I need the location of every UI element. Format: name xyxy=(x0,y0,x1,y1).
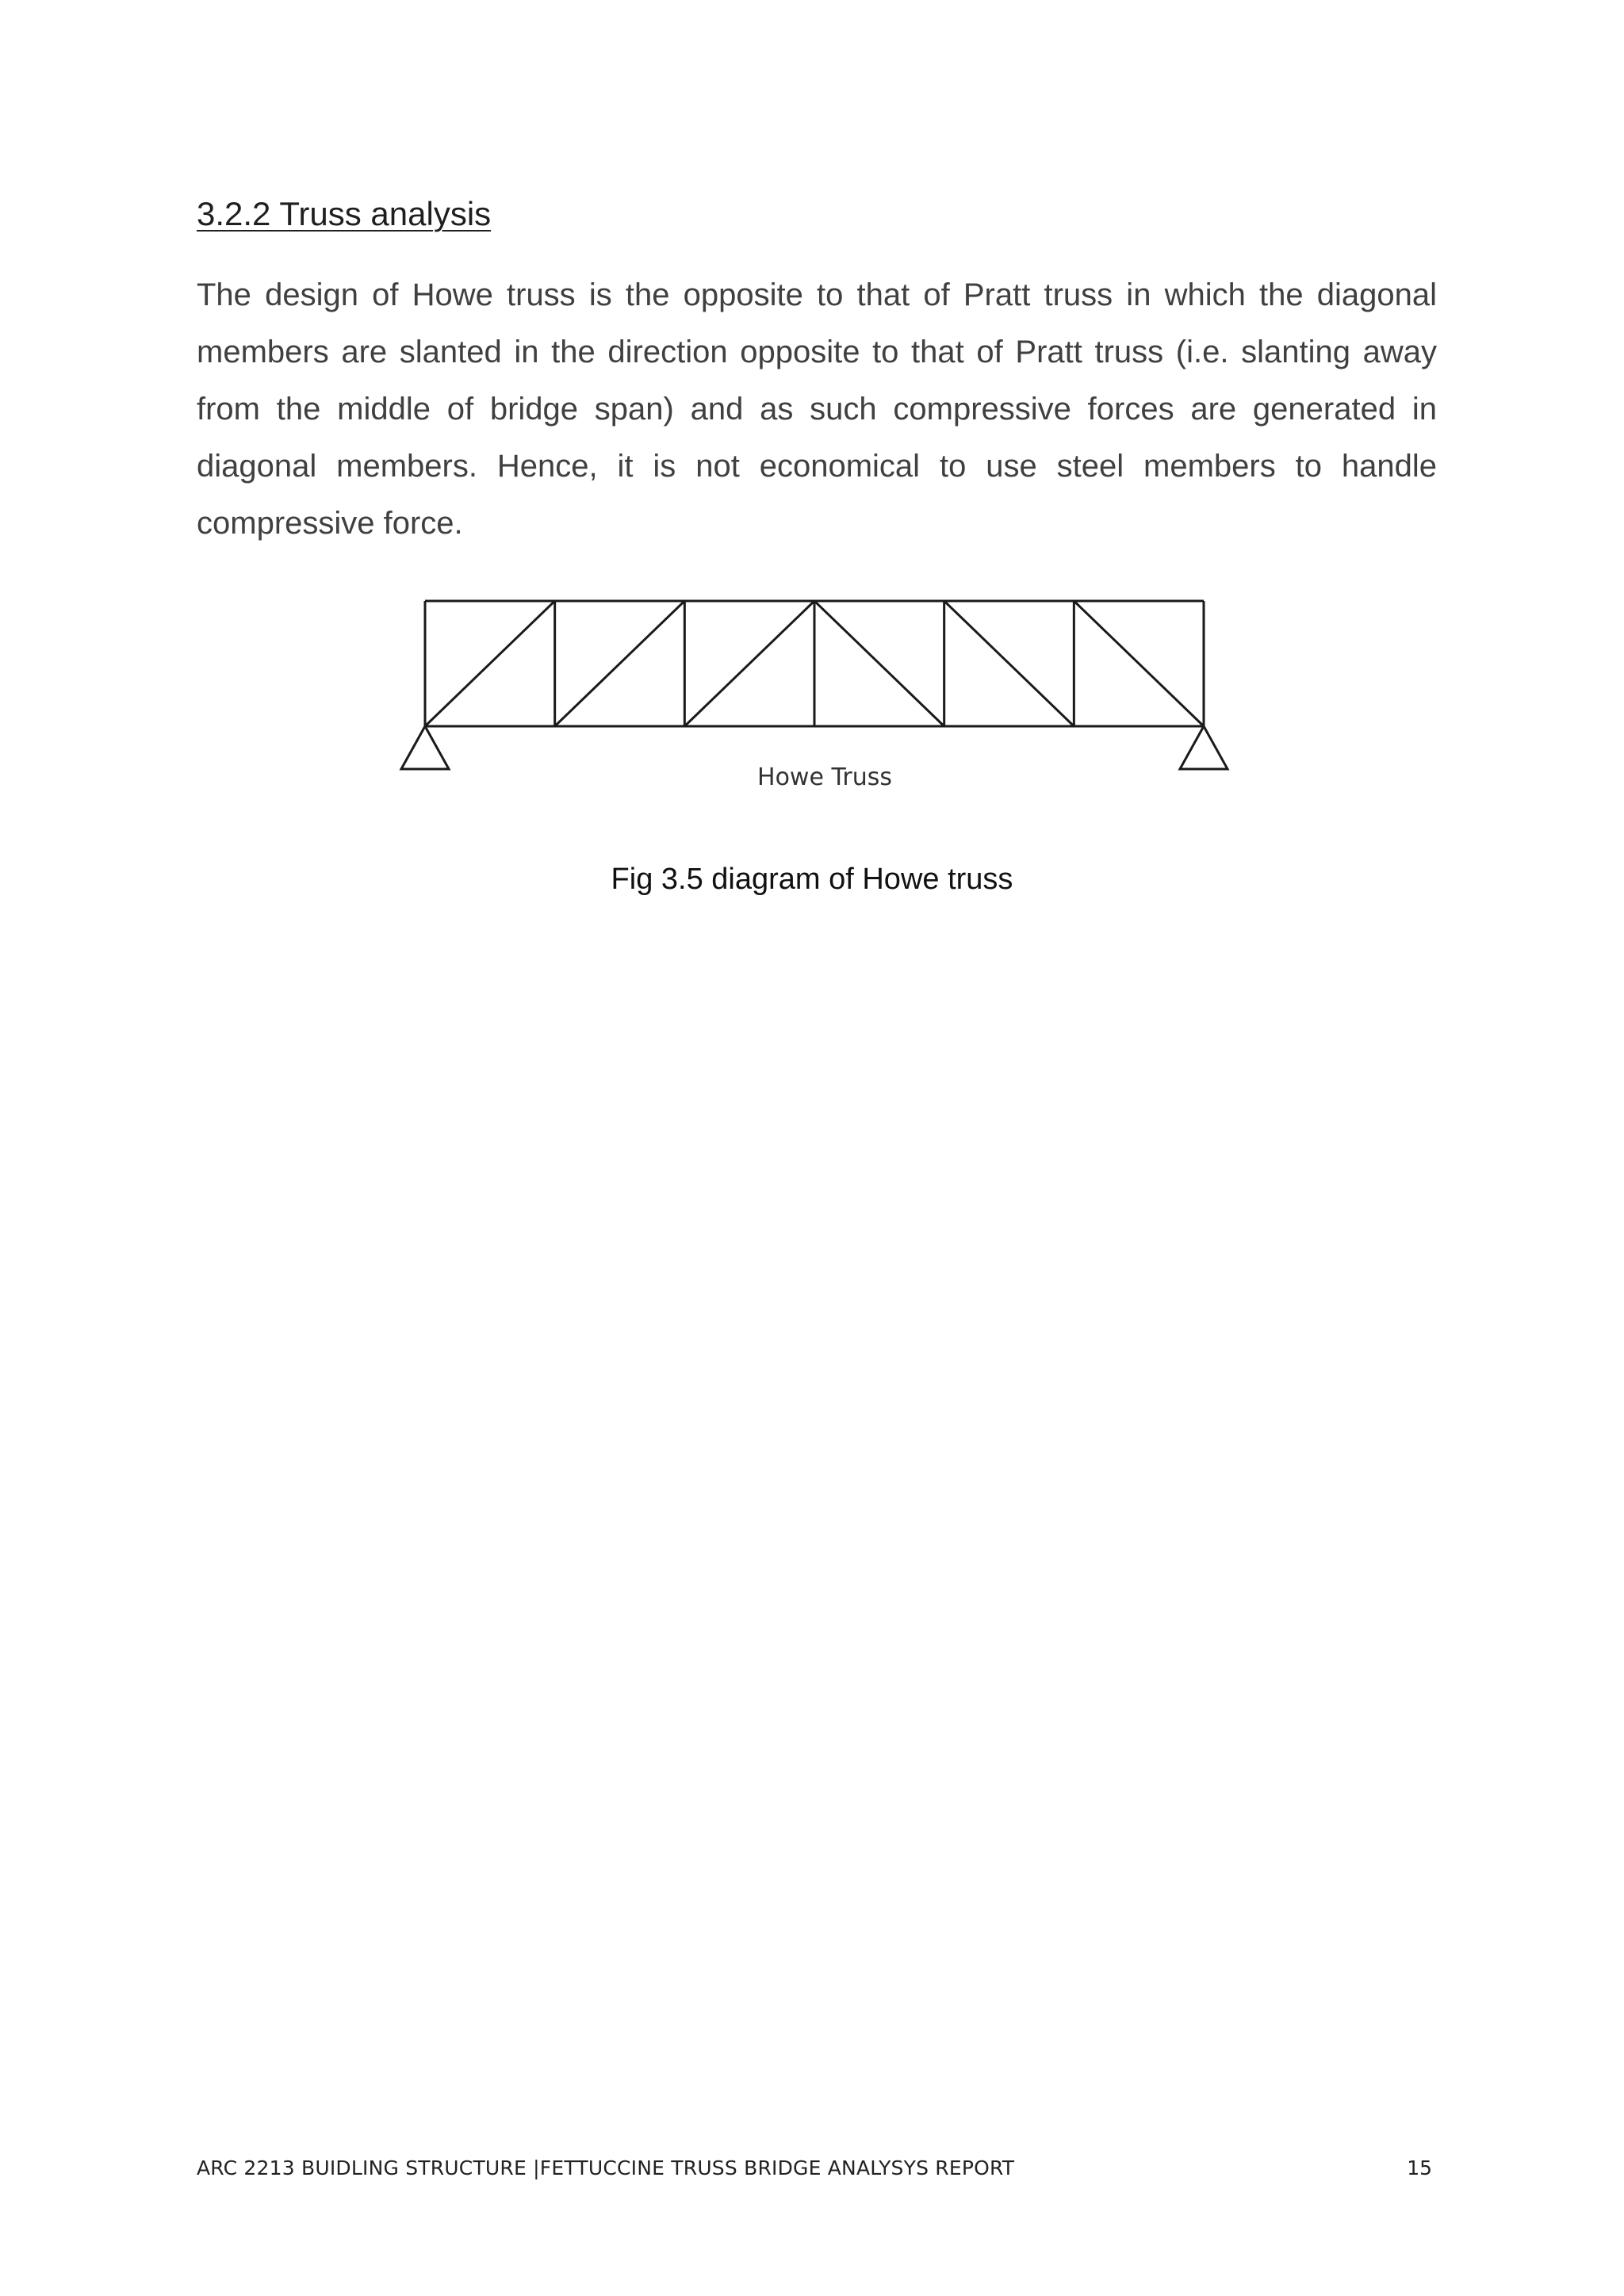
right-support-triangle xyxy=(1180,726,1228,769)
howe-truss-figure xyxy=(389,587,1245,817)
section-heading: 3.2.2 Truss analysis xyxy=(197,195,492,232)
diagonal-member xyxy=(1074,601,1204,726)
left-support-triangle xyxy=(401,726,449,769)
figure-caption: Fig 3.5 diagram of Howe truss xyxy=(611,863,1013,896)
diagonal-member xyxy=(944,601,1074,726)
truss-supports xyxy=(401,726,1228,769)
page-number: 15 xyxy=(1407,2156,1432,2179)
truss-members xyxy=(425,601,1204,726)
footer-title: ARC 2213 BUIDLING STRUCTURE |FETTUCCINE TRUSS BRIDGE ANALYSYS REPORT xyxy=(197,2156,1015,2179)
diagonal-member xyxy=(814,601,944,726)
diagonal-member xyxy=(425,601,555,726)
diagonal-member xyxy=(684,601,814,726)
figure-label: Howe Truss xyxy=(757,763,892,791)
body-paragraph: The design of Howe truss is the opposite to that of Pratt truss in which the diagonal members are slanted in the direction opposite to that of Pratt truss (i.e. slanting away from the middle of bridge span) and as such compressive forces are generated in diagonal members. Hence, it is not economical to use steel members to handle compressive force. xyxy=(197,277,1437,541)
diagonal-member xyxy=(555,601,685,726)
howe-truss-diagram xyxy=(389,587,1245,817)
